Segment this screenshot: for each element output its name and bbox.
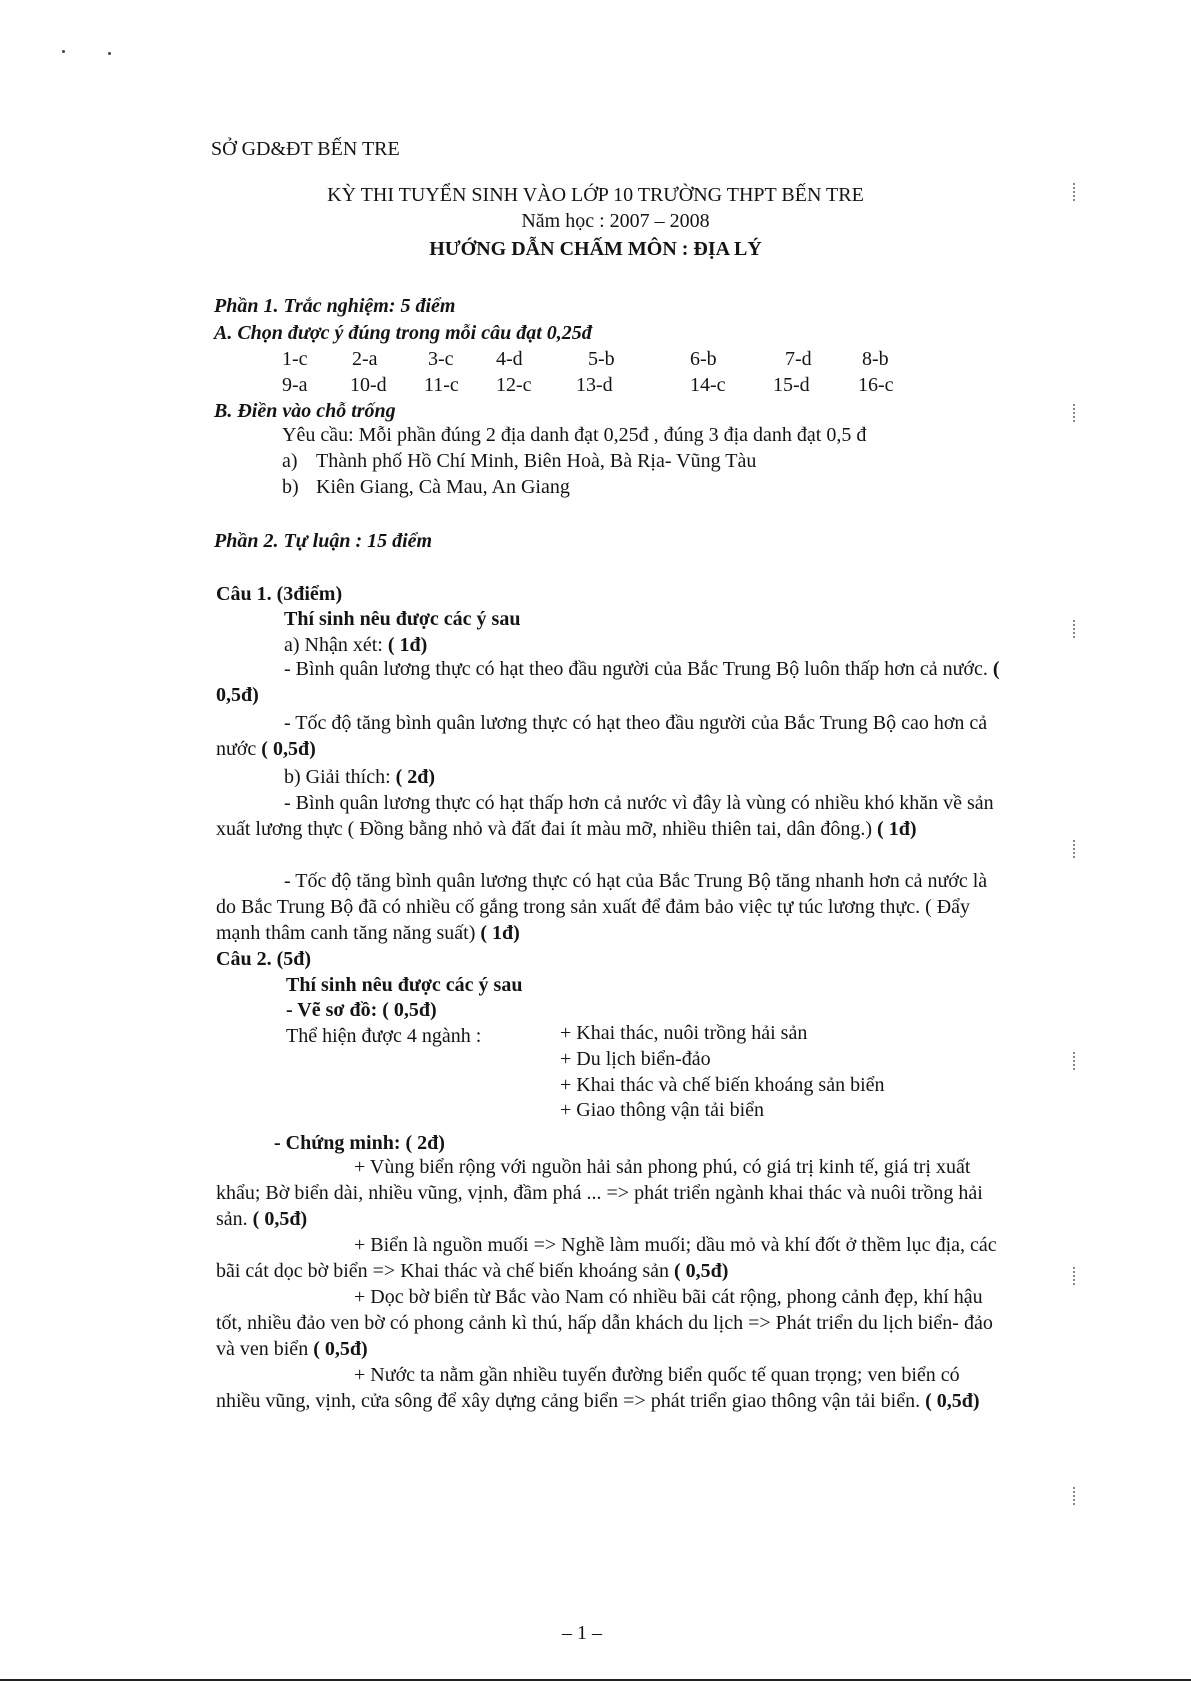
q1-a-points: ( 1đ) — [387, 634, 428, 656]
margin-mark — [1073, 404, 1078, 422]
q2-p1 — [216, 1154, 1001, 1232]
margin-mark — [1073, 1267, 1078, 1285]
scan-speck — [108, 52, 111, 55]
q2-sector-item: + Khai thác và chế biến khoáng sản biển — [560, 1074, 885, 1096]
part1-b-b-label: b) — [282, 476, 299, 498]
q2-p3 — [216, 1284, 1001, 1362]
answer-item: 2-a — [352, 348, 378, 370]
part1-b-b-answer: Kiên Giang, Cà Mau, An Giang — [316, 476, 570, 498]
department-name: SỞ GD&ĐT BẾN TRE — [211, 138, 400, 160]
q1-a2-text: - Tốc độ tăng bình quân lương thực có hạt theo đầu người của Bắc Trung Bộ cao hơn cả nước — [216, 712, 988, 760]
margin-mark — [1073, 1052, 1078, 1070]
answer-item: 8-b — [862, 348, 889, 370]
answer-item: 15-d — [773, 374, 810, 396]
q2-p1-points: ( 0,5đ) — [252, 1208, 308, 1230]
scan-speck — [62, 50, 65, 53]
document-title: HƯỚNG DẪN CHẤM MÔN : ĐỊA LÝ — [429, 238, 762, 260]
school-year: Năm học : 2007 – 2008 — [521, 210, 710, 232]
q1-b2 — [216, 868, 1001, 946]
q1-b1-text: - Bình quân lương thực có hạt thấp hơn cả nước vì đây là vùng có nhiều khó khăn về sản xuất lương thực ( Đồng bằng nhỏ và đất đai ít màu mỡ, nhiều thiên tai, dân đông.) — [216, 792, 994, 840]
q1-b2-text: - Tốc độ tăng bình quân lương thực có hạt của Bắc Trung Bộ tăng nhanh hơn cả nước là do Bắc Trung Bộ đã có nhiều cố gắng trong sản xuất để đảm bảo việc tự túc lương thực. ( Đẩy mạnh thâm canh tăng năng suất) — [216, 870, 988, 944]
margin-mark — [1073, 840, 1078, 858]
answer-item: 16-c — [858, 374, 894, 396]
q1-intro: Thí sinh nêu được các ý sau — [284, 608, 521, 630]
q1-a-label: a) Nhận xét: — [284, 634, 388, 656]
answer-item: 1-c — [282, 348, 308, 370]
answer-item: 7-d — [785, 348, 812, 370]
q2-prove-heading: - Chứng minh: ( 2đ) — [274, 1132, 445, 1154]
margin-mark — [1073, 1487, 1078, 1505]
q1-b1-points: ( 1đ) — [877, 818, 917, 840]
margin-mark — [1073, 620, 1078, 638]
q1-b-points: ( 2đ) — [395, 766, 436, 788]
q2-p4-text: + Nước ta nằm gần nhiều tuyến đường biển quốc tế quan trọng; ven biển có nhiều vũng, vịnh, cửa sông để xây dựng cảng biển => phát triển giao thông vận tải biển. — [216, 1364, 960, 1412]
answer-item: 10-d — [350, 374, 387, 396]
part1-b-a-answer: Thành phố Hồ Chí Minh, Biên Hoà, Bà Rịa- Vũng Tàu — [316, 450, 757, 472]
answer-item: 11-c — [424, 374, 459, 396]
q2-p1-text: + Vùng biển rộng với nguồn hải sản phong phú, có giá trị kinh tế, giá trị xuất khẩu; Bờ biển dài, nhiều vũng, vịnh, đầm phá ... => phát triển ngành khai thác và nuôi trồng hải sản. — [216, 1156, 983, 1230]
q1-a2-points: ( 0,5đ) — [261, 738, 316, 760]
q2-draw-text: Thể hiện được 4 ngành : — [286, 1025, 482, 1047]
q1-a1 — [216, 656, 1001, 708]
q2-sector-item: + Khai thác, nuôi trồng hải sản — [560, 1022, 808, 1044]
answer-item: 5-b — [588, 348, 615, 370]
q2-intro: Thí sinh nêu được các ý sau — [286, 974, 523, 996]
q2-p2-points: ( 0,5đ) — [673, 1260, 729, 1282]
q2-p4-points: ( 0,5đ) — [925, 1390, 980, 1412]
page-number: – 1 – — [562, 1622, 602, 1644]
q1-b-label: b) Giải thích: — [284, 766, 396, 788]
part1-b-a-label: a) — [282, 450, 298, 472]
q2-title: Câu 2. (5đ) — [216, 948, 312, 970]
q1-a1-points: ( 0,5đ) — [216, 658, 1000, 706]
answer-item: 12-c — [496, 374, 532, 396]
q2-p3-text: + Dọc bờ biển từ Bắc vào Nam có nhiều bãi cát rộng, phong cảnh đẹp, khí hậu tốt, nhiều đảo ven bờ có phong cảnh kì thú, hấp dẫn khách du lịch => Phát triển du lịch biển- đảo và ven biển — [216, 1286, 993, 1360]
answer-item: 13-d — [576, 374, 613, 396]
answer-item: 4-d — [496, 348, 523, 370]
q2-sector-item: + Giao thông vận tải biển — [560, 1099, 765, 1121]
part1-a-title: A. Chọn được ý đúng trong mỗi câu đạt 0,25đ — [214, 322, 592, 344]
q1-b-heading — [284, 764, 435, 790]
q2-sector-item: + Du lịch biển-đảo — [560, 1048, 711, 1070]
answer-item: 9-a — [282, 374, 308, 396]
q1-b2-points: ( 1đ) — [480, 922, 520, 944]
answer-item: 14-c — [690, 374, 726, 396]
part1-b-title: B. Điền vào chỗ trống — [214, 400, 396, 422]
part1-b-requirement: Yêu cầu: Mỗi phần đúng 2 địa danh đạt 0,25đ , đúng 3 địa danh đạt 0,5 đ — [282, 424, 867, 446]
q2-draw-heading: - Vẽ sơ đồ: ( 0,5đ) — [286, 999, 437, 1021]
exam-title: KỲ THI TUYỂN SINH VÀO LỚP 10 TRƯỜNG THPT BẾN TRE — [327, 184, 864, 206]
answer-item: 6-b — [690, 348, 717, 370]
q2-p2 — [216, 1232, 1001, 1284]
q1-a-heading — [284, 632, 427, 658]
scan-edge-line — [0, 1679, 1191, 1681]
part2-title: Phần 2. Tự luận : 15 điểm — [214, 530, 433, 552]
part1-title: Phần 1. Trắc nghiệm: 5 điểm — [214, 295, 456, 317]
q2-p2-text: + Biển là nguồn muối => Nghề làm muối; dầu mỏ và khí đốt ở thềm lục địa, các bãi cát dọc bờ biển => Khai thác và chế biến khoáng sản — [216, 1234, 997, 1282]
q2-p4 — [216, 1362, 1001, 1414]
answer-item: 3-c — [428, 348, 454, 370]
q1-b1 — [216, 790, 1001, 842]
q1-title: Câu 1. (3điểm) — [216, 583, 343, 605]
q1-a2 — [216, 710, 1001, 762]
q1-a1-text: - Bình quân lương thực có hạt theo đầu người của Bắc Trung Bộ luôn thấp hơn cả nước. — [284, 658, 993, 680]
q2-p3-points: ( 0,5đ) — [313, 1338, 368, 1360]
